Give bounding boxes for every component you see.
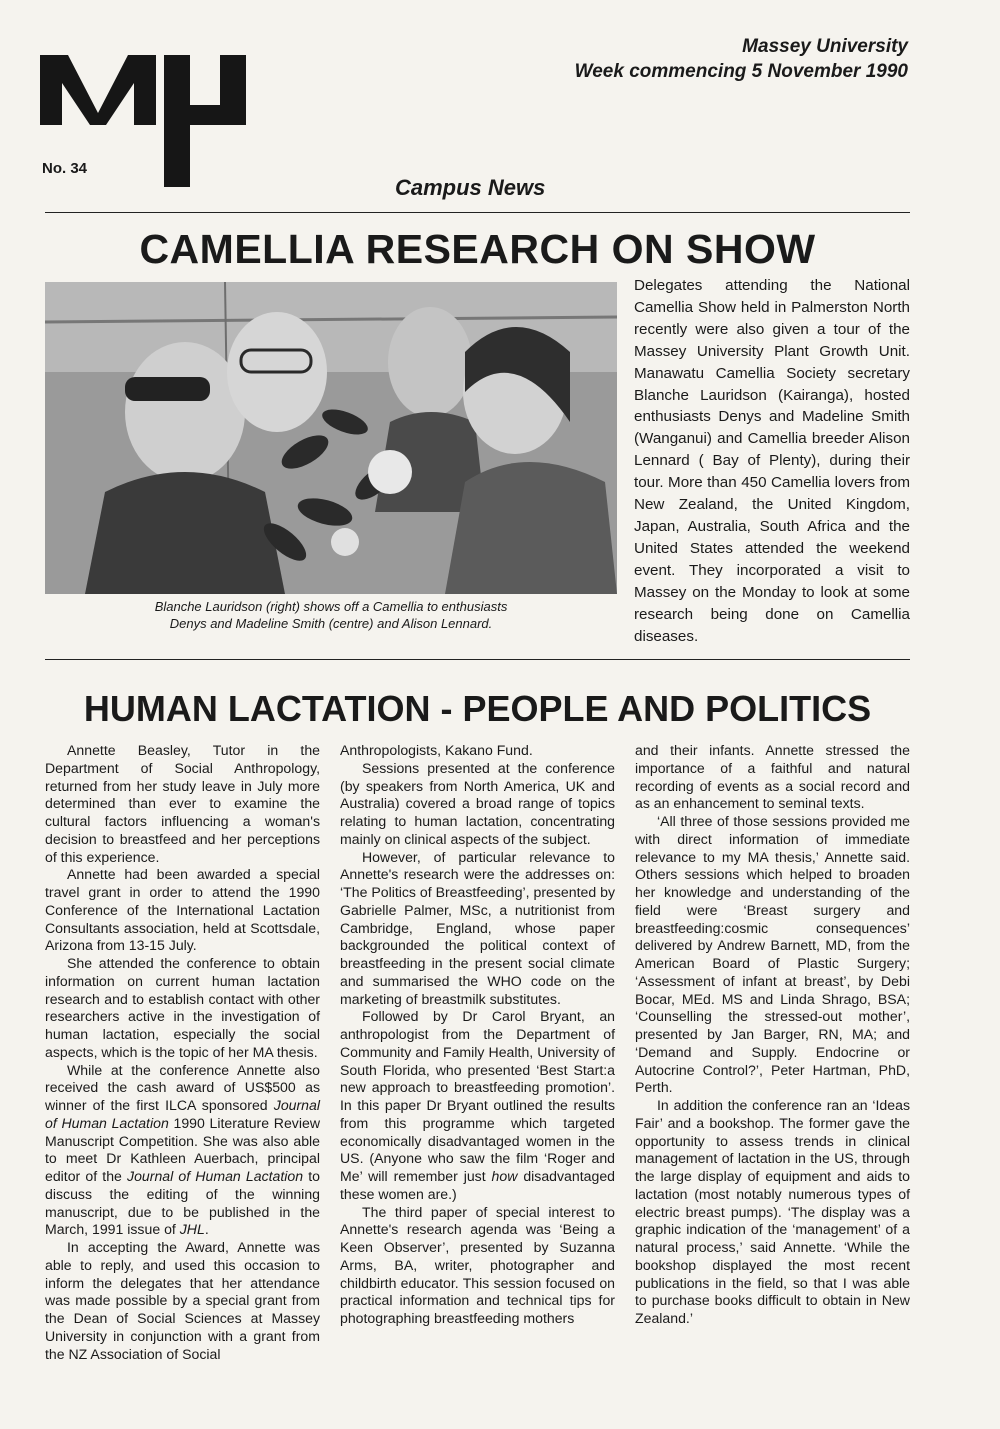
paragraph: In addition the conference ran an ‘Ideas Fair’ and a bookshop. The former gave the opportunity to assess trends in clinical management of lactation in the US, through the large display of equipment and aids to lactation (most notably numerous types of electric breast pumps). ‘The display was a graphic indication of the ‘management’ of a natural process,’ said Annette. ‘While the bookshop displayed the most recent publications in the field, so that I was able to purchase books difficult to obtain in New Zealand.’	[635, 1097, 910, 1326]
paragraph: Annette had been awarded a special travel grant in order to attend the 1990 Conference of the International Lactation Consultants association, held at Scottsdale, Arizona from 13-15 July.	[45, 866, 320, 954]
story2-column-1	[45, 742, 320, 1363]
paragraph: Anthropologists, Kakano Fund.	[340, 742, 533, 758]
paragraph: and their infants. Annette stressed the importance of a faithful and natural recording of events as a social record and as an enhancement to seminal texts.	[635, 742, 910, 812]
caption-line-2: Denys and Madeline Smith (centre) and Alison Lennard.	[169, 616, 493, 631]
story2-column-3	[635, 742, 910, 1328]
camellia-photo	[45, 282, 617, 594]
paragraph: While at the conference Annette also received the cash award of US$500 as winner of the first ILCA sponsored Journal of Human Lactation 1990 Literature Review Manuscript Competition. She was also able to meet Dr Kathleen Auerbach, principal editor of the Journal of Human Lactation to discuss the editing of the winning manuscript, due to be published in the March, 1991 issue of JHL.	[45, 1061, 320, 1238]
paragraph: Annette Beasley, Tutor in the Department of Social Anthropology, returned from her study leave in July more determined than ever to examine the cultural factors influencing a woman's decision to breastfeed and her perceptions of this experience.	[45, 742, 320, 865]
paragraph: In accepting the Award, Annette was able to reply, and used this occasion to inform the delegates that her attendance was made possible by a special grant from the Dean of Social Sciences at Massey University in conjunction with a grant from the NZ Association of Social	[45, 1239, 320, 1362]
paragraph: However, of particular relevance to Annette's research were the addresses on: ‘The Politics of Breastfeeding’, presented by Gabrielle Palmer, MSc, a nutritionist from Cambridge, England, whose paper backgrounded the political context of breastfeeding in the present social climate and summarised the WHO code on the marketing of breastmilk substitutes.	[340, 848, 615, 1007]
issue-number: No. 34	[42, 160, 88, 177]
section-divider	[45, 659, 910, 660]
photo-caption	[45, 598, 617, 632]
story1-body: Delegates attending the National Camellia Show held in Palmerston North recently were also given a tour of the Massey University Plant Growth Unit. Manawatu Camellia Society secretary Blanche Lauridson (Kairanga), hosted enthusiasts Denys and Madeline Smith (Wanganui) and Camellia breeder Alison Lennard ( Bay of Plenty), during their tour. More than 450 Camellia lovers from New Zealand, the United Kingdom, Japan, Australia, South Africa and the United States attended the weekend event. They incorporated a visit to Massey on the Monday to look at some research being done on Camellia diseases.	[634, 277, 910, 645]
paragraph: Followed by Dr Carol Bryant, an anthropologist from the Department of Community and Family Health, University of South Florida, who presented ‘Best Start:a new approach to breastfeeding promotion’. In this paper Dr Bryant outlined the results from this programme which targeted economically disadvantaged women in the US. (Anyone who saw the film ‘Roger and Me’ will remember just how disadvantaged these women are.)	[340, 1008, 615, 1202]
paragraph: Sessions presented at the conference (by speakers from North America, UK and Australia) covered a broad range of topics relating to human lactation, concentrating mainly on clinical aspects of the subject.	[340, 759, 615, 847]
photo-illustration	[45, 282, 617, 594]
masthead-rule	[45, 212, 910, 213]
story2-headline: HUMAN LACTATION - PEOPLE AND POLITICS	[83, 688, 872, 729]
story2-column-2	[340, 742, 615, 1328]
logo-letter-m	[40, 55, 156, 125]
paragraph: ‘All three of those sessions provided me with direct information of immediate relevance to my MA thesis,’ Annette said. Others sessions which helped to broaden her knowledge and understanding of the field were ‘Breast surgery and breastfeeding:cosmic consequences’ delivered by Andrew Barnett, MD, from the American Board of Plastic Surgery; ‘Assessment of infant at breast’, by Debi Bocar, MEd. MS and Linda Shrago, BSA; ‘Counselling the stressed-out mother’, presented by Jan Barger, RN, MA; and ‘Demand and Supply. Endocrine or Autocrine Control?’, Peter Hartman, PhD, Perth.	[635, 813, 910, 1096]
caption-line-1: Blanche Lauridson (right) shows off a Camellia to enthusiasts	[154, 599, 508, 614]
paragraph: The third paper of special interest to Annette's research agenda was ‘Being a Keen Observer’, presented by Suzanna Arms, BA, writer, photographer and childbirth educator. This session focused on practical information and technical tips for photographing breastfeeding mothers	[340, 1203, 615, 1326]
university-name: Massey University	[742, 36, 908, 57]
story1-headline: CAMELLIA RESEARCH ON SHOW	[139, 226, 816, 272]
masthead-dateline	[575, 34, 908, 84]
section-title: Campus News	[395, 175, 546, 200]
week-commencing: Week commencing 5 November 1990	[574, 61, 908, 82]
logo-descender	[164, 125, 190, 187]
paragraph: She attended the conference to obtain information on current human lactation research and to establish contact with other researchers active in the investigation of human lactation, especially the social aspects, which is the topic of her MA thesis.	[45, 955, 320, 1060]
